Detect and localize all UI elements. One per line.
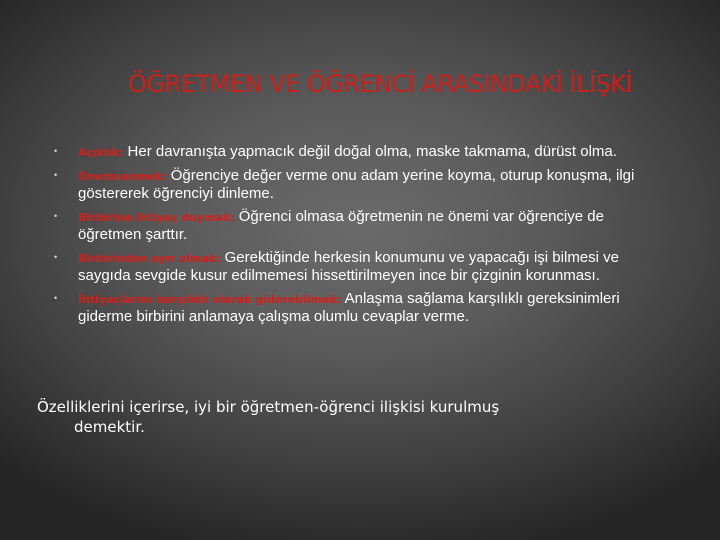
bullet-dot-icon: •: [54, 211, 58, 221]
bullet-dot-icon: •: [54, 170, 58, 180]
bullet-term: Açıklık:: [78, 146, 124, 159]
bullet-text: Öğrenci olmasa öğretmenin ne önemi var öğrenciye de öğretmen şarttır.: [78, 208, 604, 243]
bullet-list: [54, 143, 654, 331]
bullet-dot-icon: •: [54, 252, 58, 262]
bullet-item: [54, 143, 654, 161]
bullet-item: [54, 167, 654, 202]
bullet-item: [54, 208, 654, 243]
conclusion-text: [37, 397, 637, 437]
bullet-item: [54, 249, 654, 284]
bullet-term: Birbirine ihtiyaç duymak:: [78, 211, 235, 224]
conclusion-line-2: demektir.: [74, 418, 145, 436]
bullet-term: Birbirinden ayrı olmak:: [78, 252, 221, 265]
bullet-text: Anlaşma sağlama karşılıklı gereksinimleri giderme birbirini anlamaya çalışma olumlu cevaplar verme.: [78, 290, 620, 325]
bullet-text: Gerektiğinde herkesin konumunu ve yapacağı işi bilmesi ve saygıda sevgide kusur edilmemesi hissettirilmeyen ince bir çizginin korunması.: [78, 249, 619, 284]
slide-title: ÖĞRETMEN VE ÖĞRENCİ ARASINDAKİ İLİŞKİ: [127, 70, 633, 98]
bullet-text: Öğrenciye değer verme onu adam yerine koyma, oturup konuşma, ilgi göstererek öğrenciyi dinleme.: [78, 167, 635, 202]
bullet-term: İhtiyaçlarını karşılıklı olarak giderebilmek:: [78, 293, 342, 306]
bullet-dot-icon: •: [54, 146, 58, 156]
bullet-item: [54, 290, 654, 325]
bullet-term: Önemsenmek:: [78, 170, 167, 183]
conclusion-line-1: Özelliklerini içerirse, iyi bir öğretmen-öğrenci ilişkisi kurulmuş: [37, 398, 500, 416]
bullet-dot-icon: •: [54, 293, 58, 303]
bullet-text: Her davranışta yapmacık değil doğal olma, maske takmama, dürüst olma.: [123, 143, 617, 160]
